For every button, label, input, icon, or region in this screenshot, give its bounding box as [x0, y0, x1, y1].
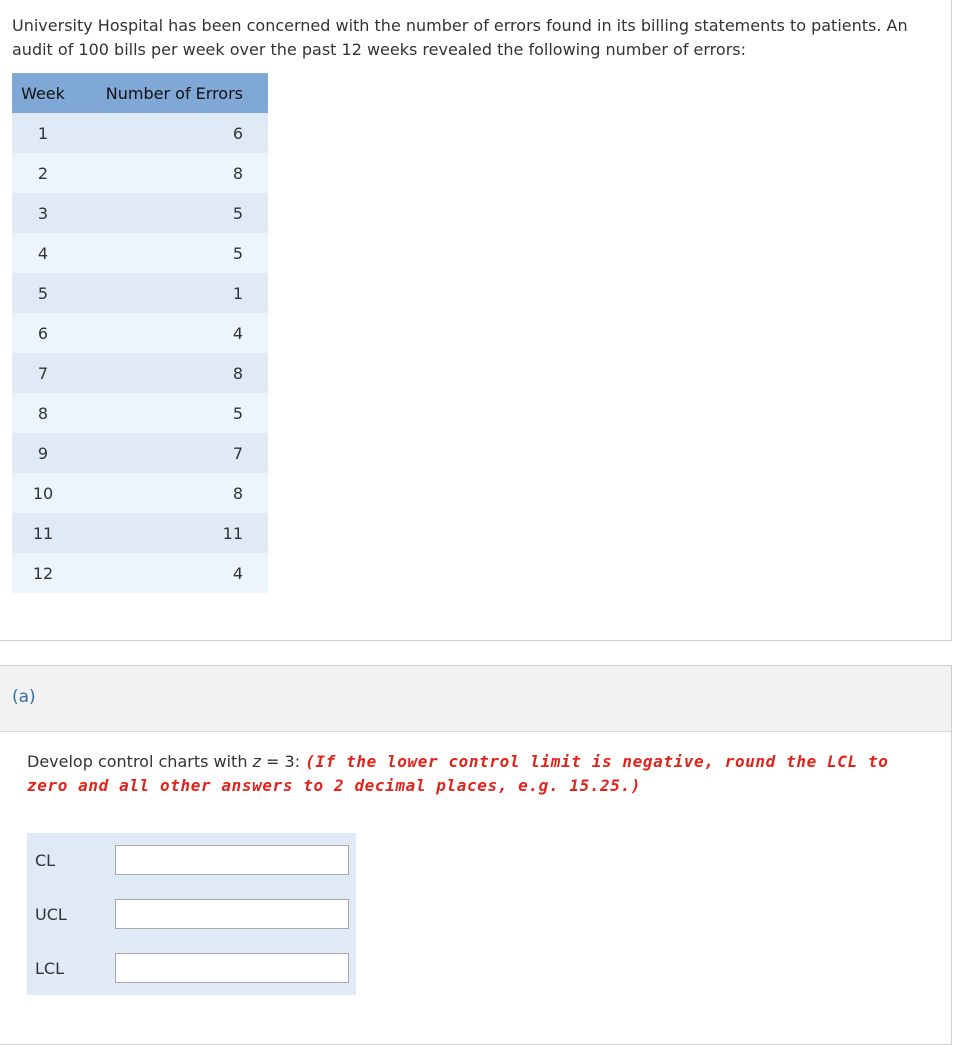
week-cell: 5 [12, 273, 74, 313]
errors-cell: 7 [74, 433, 268, 473]
part-a-label: (a) [12, 687, 36, 707]
table-row [12, 433, 268, 473]
table-row [12, 393, 268, 433]
week-cell: 10 [12, 473, 74, 513]
answer-row-ucl [27, 887, 356, 941]
week-cell: 3 [12, 193, 74, 233]
errors-cell: 8 [74, 353, 268, 393]
week-cell: 4 [12, 233, 74, 273]
errors-cell: 6 [74, 113, 268, 153]
errors-cell: 1 [74, 273, 268, 313]
instruction-variable: z [252, 752, 261, 771]
errors-cell: 4 [74, 553, 268, 593]
errors-cell: 4 [74, 313, 268, 353]
week-cell: 12 [12, 553, 74, 593]
ucl-input-cell [115, 887, 356, 941]
table-row [12, 273, 268, 313]
week-cell: 8 [12, 393, 74, 433]
part-a-card [0, 665, 952, 1045]
table-row [12, 313, 268, 353]
cl-label: CL [27, 833, 115, 887]
table-row [12, 233, 268, 273]
week-cell: 9 [12, 433, 74, 473]
week-cell: 1 [12, 113, 74, 153]
week-cell: 11 [12, 513, 74, 553]
table-row [12, 153, 268, 193]
week-cell: 7 [12, 353, 74, 393]
lcl-label: LCL [27, 941, 115, 995]
table-row [12, 113, 268, 153]
errors-cell: 8 [74, 473, 268, 513]
instruction-text: Develop control charts with [27, 752, 253, 771]
table-row [12, 513, 268, 553]
errors-cell: 5 [74, 393, 268, 433]
answer-row-cl [27, 833, 356, 887]
header-number-of-errors: Number of Errors [74, 73, 268, 113]
header-week: Week [12, 73, 74, 113]
cl-input-cell [115, 833, 356, 887]
errors-cell: 11 [74, 513, 268, 553]
table-row [12, 473, 268, 513]
errors-cell: 5 [74, 193, 268, 233]
errors-cell: 5 [74, 233, 268, 273]
answer-row-lcl [27, 941, 356, 995]
answer-table [27, 833, 356, 995]
lcl-input-cell [115, 941, 356, 995]
table-row [12, 553, 268, 593]
ucl-label: UCL [27, 887, 115, 941]
table-row [12, 353, 268, 393]
part-a-instructions [27, 750, 927, 798]
table-header-row [12, 73, 268, 113]
part-a-header [0, 666, 951, 732]
problem-intro: University Hospital has been concerned with the number of errors found in its billing statements to patients. An audit of 100 bills per week over the past 12 weeks revealed the following number of errors: [12, 16, 908, 59]
lcl-input[interactable] [115, 953, 349, 983]
errors-cell: 8 [74, 153, 268, 193]
ucl-input[interactable] [115, 899, 349, 929]
week-cell: 6 [12, 313, 74, 353]
cl-input[interactable] [115, 845, 349, 875]
errors-table [12, 73, 268, 593]
week-cell: 2 [12, 153, 74, 193]
table-row [12, 193, 268, 233]
rounding-note: (If the lower control limit is negative, round the LCL to zero and all other answers to 2 decimal places, e.g. 15.25.) [27, 752, 889, 795]
instruction-equals: = 3: [260, 752, 306, 771]
